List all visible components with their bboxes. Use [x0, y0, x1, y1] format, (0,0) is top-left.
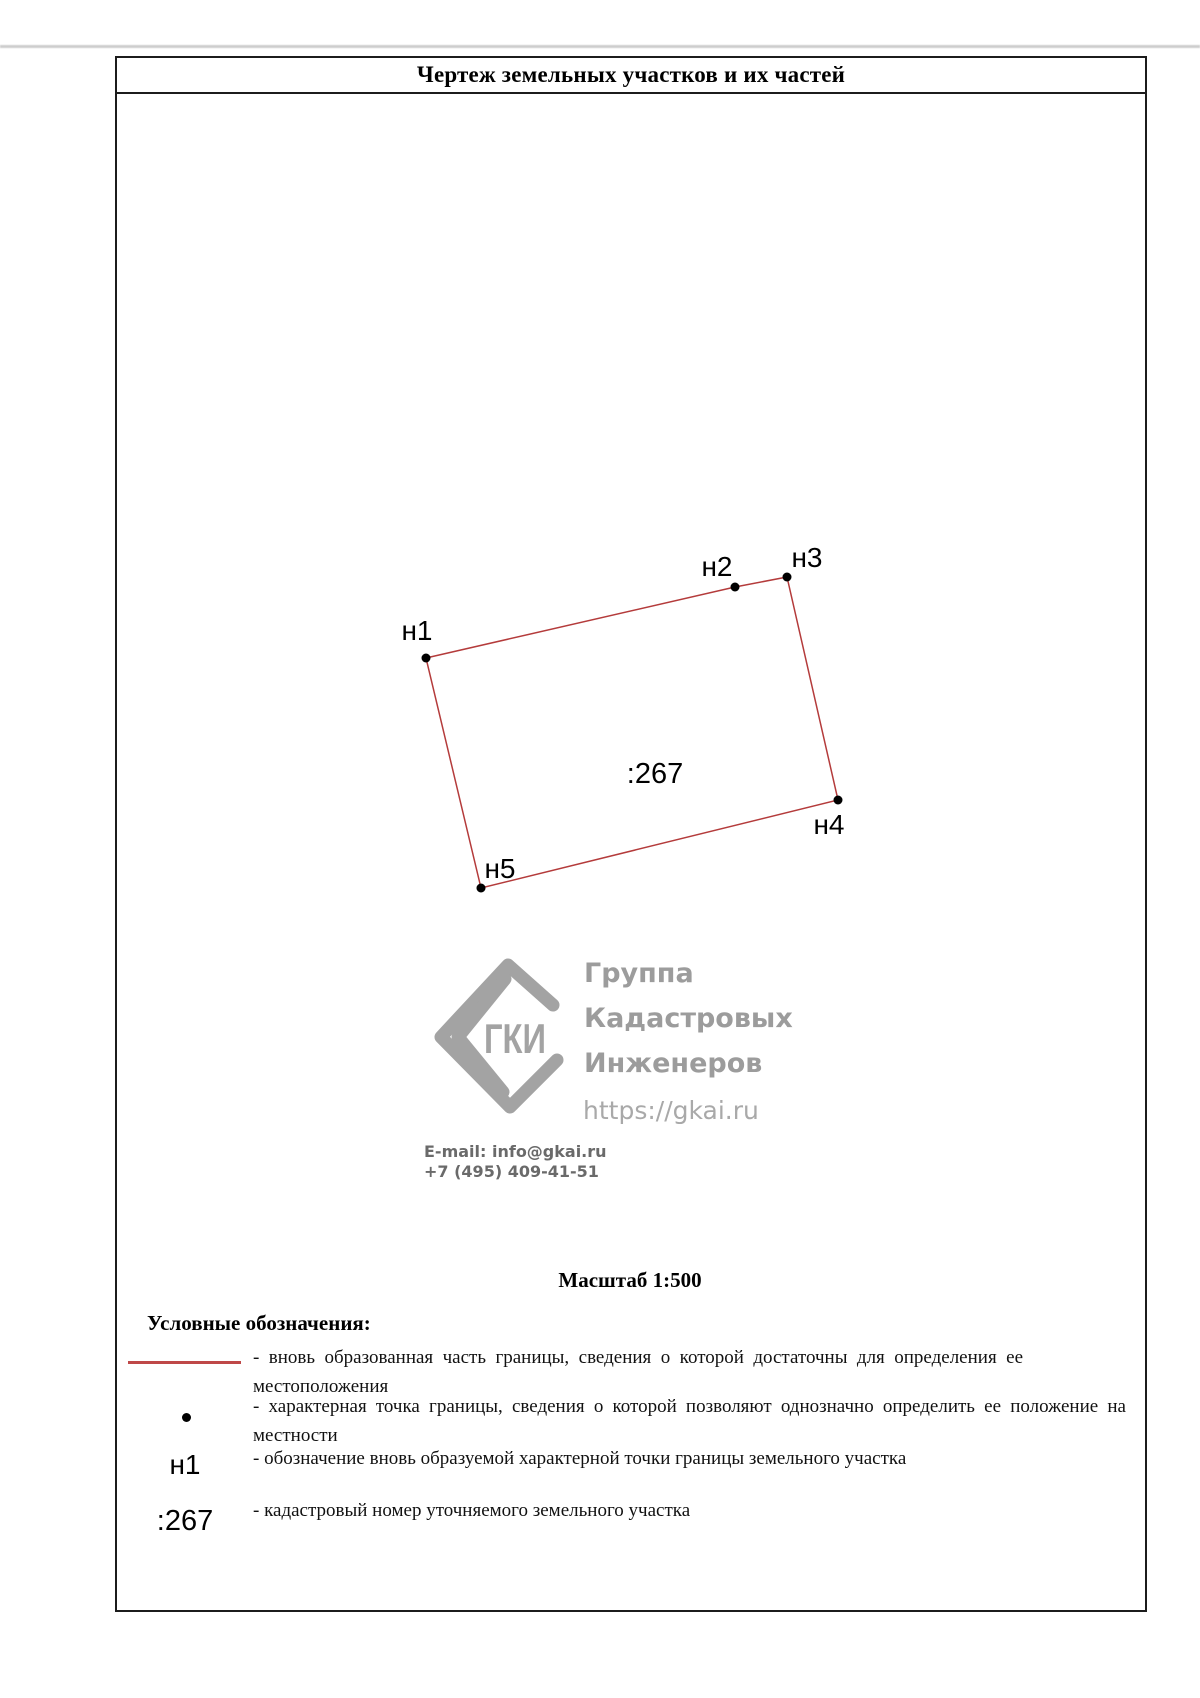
company-name-line: Инженеров	[584, 1048, 763, 1079]
legend-item-text	[253, 1392, 1126, 1450]
title-bar	[117, 58, 1145, 94]
company-name	[584, 951, 793, 1086]
boundary-point-label: н3	[791, 542, 823, 573]
boundary-point-label: н2	[701, 551, 733, 582]
legend-item-line: - кадастровый номер уточняемого земельного участка	[253, 1500, 691, 1521]
legend-item-line: - характерная точка границы, сведения о которой позволяют однозначно определить ее положение на	[253, 1396, 1126, 1417]
legend-item-line: местности	[253, 1425, 338, 1446]
page-title: Чертеж земельных участков и их частей	[416, 62, 846, 87]
gki-logo-icon	[420, 940, 600, 1140]
boundary-point-label: н4	[813, 809, 845, 840]
company-name-line: Группа	[584, 958, 694, 989]
legend-red-line-symbol	[128, 1361, 241, 1364]
legend-item-text	[253, 1496, 1128, 1525]
legend-item-line: - вновь образованная часть границы, сведения о которой достаточны для определения ее	[253, 1347, 1023, 1368]
parcel-number-label: :267	[626, 758, 684, 790]
boundary-point-label: н1	[401, 615, 433, 646]
phone-text: +7 (495) 409-41-51	[424, 1162, 599, 1181]
legend-item-line: местоположения	[253, 1376, 389, 1397]
legend-cadastral-number-symbol: :267	[156, 1505, 214, 1537]
email-text: E-mail: info@gkai.ru	[424, 1142, 607, 1161]
website-link: https://gkai.ru	[583, 1096, 759, 1125]
legend-heading: Условные обозначения:	[147, 1311, 371, 1335]
legend-point-designation-symbol: н1	[169, 1449, 201, 1480]
gki-logo-text: ГКИ	[484, 1015, 546, 1062]
scale-label: Масштаб 1:500	[558, 1268, 702, 1292]
legend-item-line: - обозначение вновь образуемой характерной точки границы земельного участка	[253, 1448, 907, 1469]
contact-block	[424, 1142, 607, 1182]
scan-artifact-line	[0, 45, 1200, 48]
company-name-line: Кадастровых	[584, 1003, 793, 1034]
legend-item-text	[253, 1444, 1128, 1473]
legend-point-symbol	[182, 1413, 191, 1422]
boundary-point-label: н5	[484, 853, 516, 884]
